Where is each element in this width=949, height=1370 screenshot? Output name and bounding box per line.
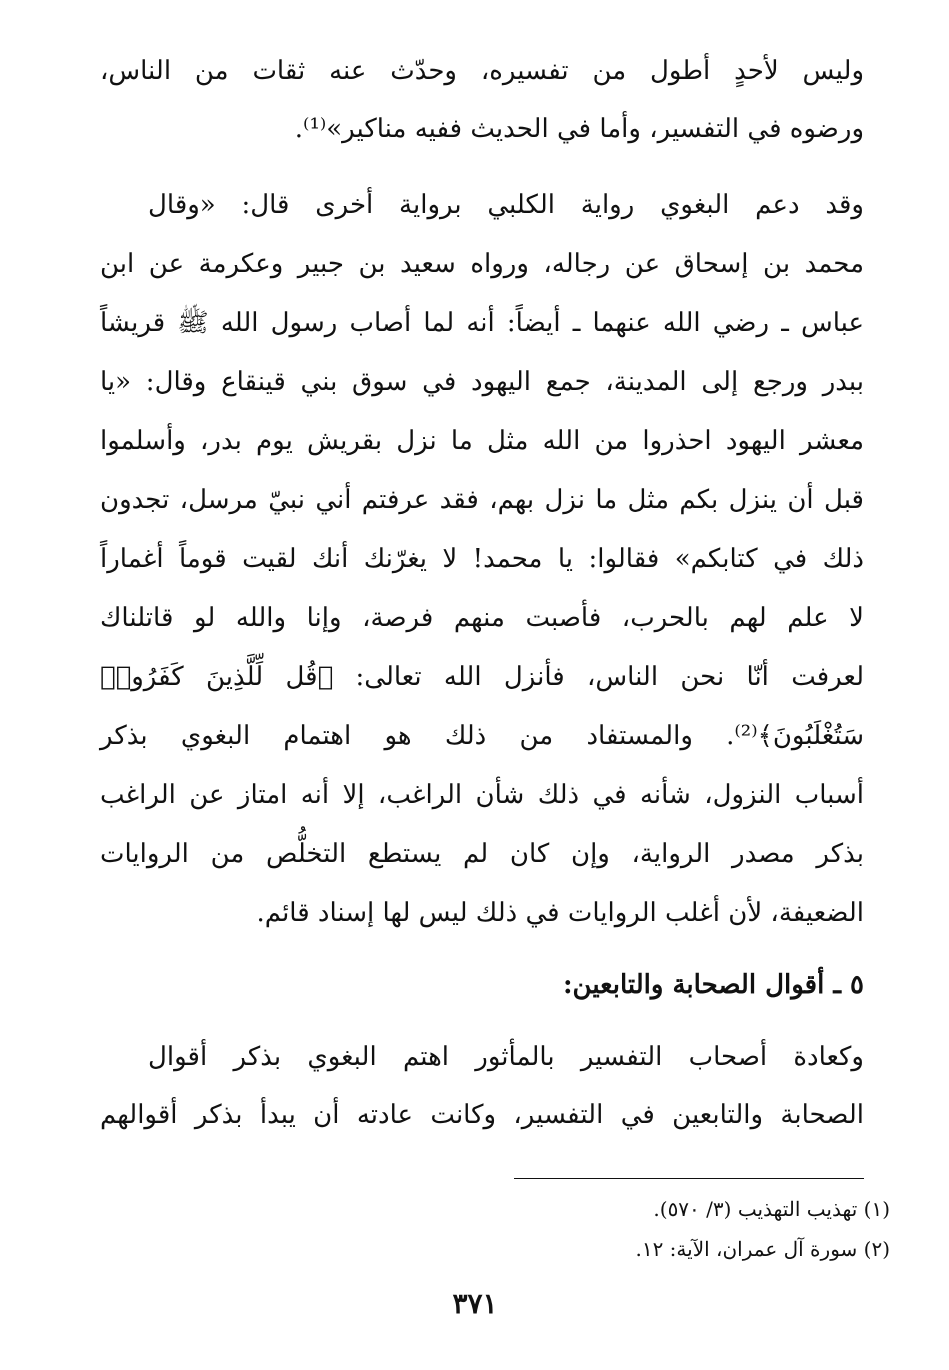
text-line: محمد بن إسحاق عن رجاله، ورواه سعيد بن جبير وعكرمة عن ابن [100,249,864,279]
text-line: وكعادة أصحاب التفسير بالمأثور اهتم البغوي بذكر أقوال [148,1042,864,1072]
text-line: لعرفت أنّا نحن الناس، فأنزل الله تعالى: ﴿قُل لِّلَّذِينَ كَفَرُوا۟ [100,662,864,692]
text-line: ذلك في كتابكم» فقالوا: يا محمد! لا يغرّنك أنك لقيت قوماً أغماراً [100,544,864,574]
text-line: أسباب النزول، شأنه في ذلك شأن الراغب، إلا أنه امتاز عن الراغب [100,780,864,810]
footnote-1: (١) تهذيب التهذيب (٣/ ٥٧٠). [653,1197,890,1221]
paragraph-3 [100,1028,864,1146]
text-line: ورضوه في التفسير، وأما في الحديث ففيه مناكير»⁽¹⁾. [294,114,864,144]
paragraph-2 [100,176,864,944]
text-line: وليس لأحدٍ أطول من تفسيره، وحدّث عنه ثقات من الناس، [100,56,864,86]
text-line: عباس ـ رضي الله عنهما ـ أيضاً: أنه لما أصاب رسول الله ﷺ قريشاً [100,308,864,338]
text-line: وقد دعم البغوي رواية الكلبي برواية أخرى قال: «وقال [148,190,864,220]
page-number: ٣٧١ [452,1287,498,1320]
text-line: معشر اليهود احذروا من الله مثل ما نزل بقريش يوم بدر، وأسلموا [100,426,864,456]
footnote-2: (٢) سورة آل عمران، الآية: ١٢. [635,1237,890,1261]
paragraph-1 [100,42,864,158]
footnote-separator [514,1178,864,1179]
text-line: لا علم لهم بالحرب، فأصبت منهم فرصة، وإنا والله لو قاتلناك [100,603,864,633]
text-line: قبل أن ينزل بكم مثل ما نزل بهم، فقد عرفتم أني نبيّ مرسل، تجدون [100,485,864,515]
section-heading: ٥ ـ أقوال الصحابة والتابعين: [562,970,864,1000]
text-line: الضعيفة، لأن أغلب الروايات في ذلك ليس لها إسناد قائم. [256,898,864,928]
text-line: ببدر ورجع إلى المدينة، جمع اليهود في سوق بني قينقاع وقال: «يا [100,367,864,397]
text-line: بذكر مصدر الرواية، وإن كان لم يستطع التخلُّص من الروايات [100,839,864,869]
text-line: الصحابة والتابعين في التفسير، وكانت عادته أن يبدأ بذكر أقوالهم [100,1100,864,1130]
text-line: سَتُغْلَبُونَ﴾⁽²⁾. والمستفاد من ذلك هو اهتمام البغوي بذكر [100,721,864,751]
